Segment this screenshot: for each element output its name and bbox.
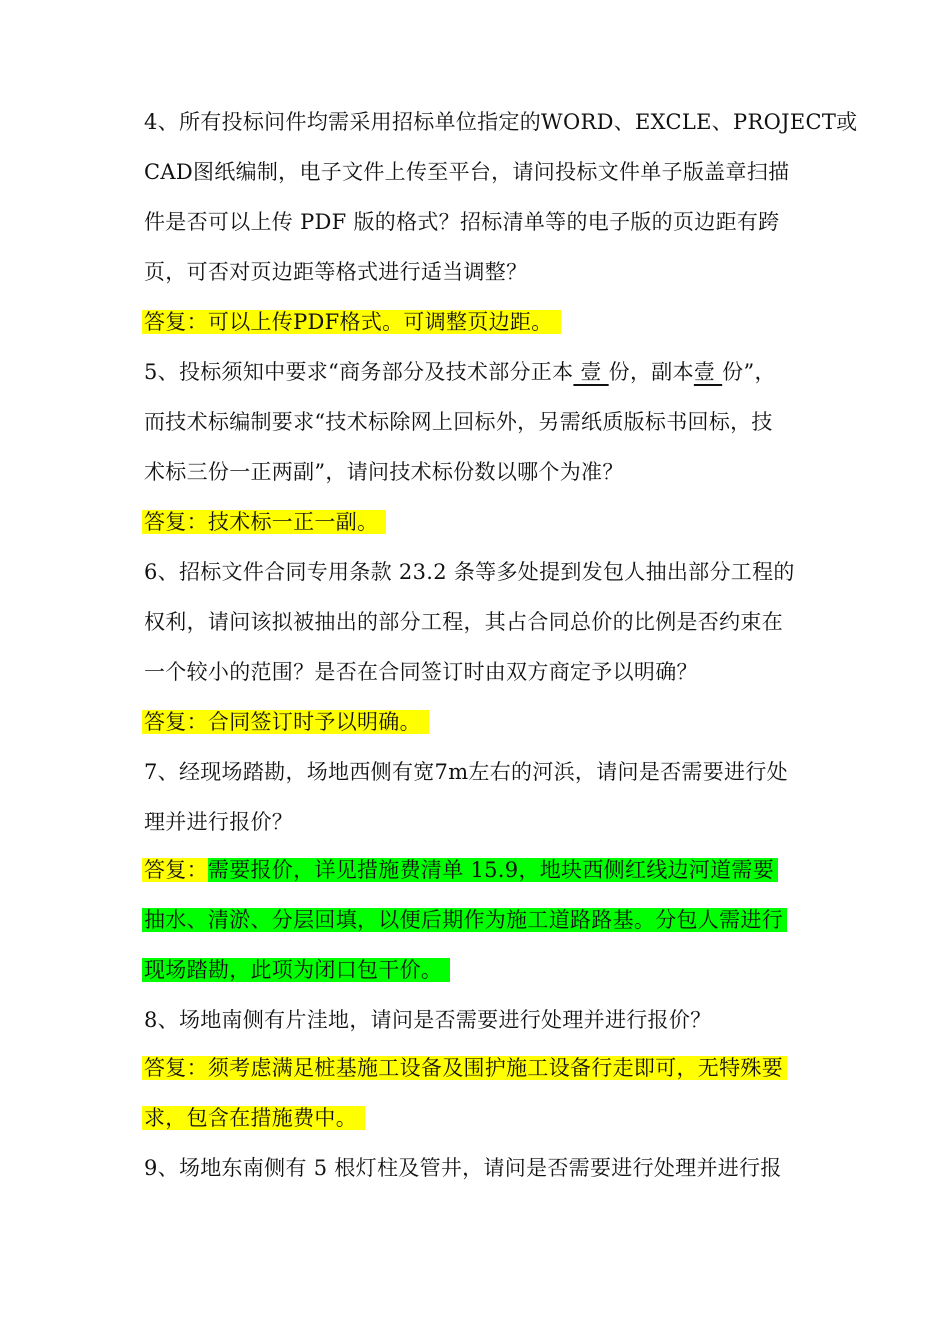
- q7-line-1: 7、经现场踏勘，场地西侧有宽7m左右的河浜，请问是否需要进行处: [144, 760, 788, 784]
- q5-line-1: [144, 347, 776, 397]
- q5-answer-text: 答复：技术标一正一副。: [142, 510, 386, 534]
- q6-line-2: 权利，请问该拟被抽出的部分工程，其占合同总价的比例是否约束在: [144, 610, 783, 634]
- q5-line-1-part-c: 份”，: [722, 360, 776, 384]
- q4-answer: [144, 297, 561, 347]
- q8-answer-line-1: [144, 1043, 787, 1093]
- q4-answer-text: 答复：可以上传PDF格式。可调整页边距。: [142, 310, 561, 334]
- q5-line-2: 而技术标编制要求“技术标除网上回标外，另需纸质版标书回标，技: [144, 410, 773, 434]
- q5-copy-count: 壹: [693, 360, 723, 384]
- q9-line-1: 9、场地东南侧有 5 根灯柱及管井，请问是否需要进行处理并进行报: [144, 1156, 782, 1180]
- q6-line-3: 一个较小的范围？是否在合同签订时由双方商定予以明确？: [144, 660, 698, 684]
- q7-answer-line-2: [144, 895, 787, 945]
- q4-line-2: CAD图纸编制，电子文件上传至平台，请问投标文件单子版盖章扫描: [144, 160, 790, 184]
- q8-answer-text-2: 求，包含在措施费中。: [142, 1106, 365, 1130]
- q4-line-3: 件是否可以上传 PDF 版的格式？招标清单等的电子版的页边距有跨: [144, 210, 780, 234]
- q4-line-1: 4、所有投标问件均需采用招标单位指定的WORD、EXCLE、PROJECT或: [144, 110, 858, 134]
- q5-line-1-part-a: 5、投标须知中要求“商务部分及技术部分正本: [144, 360, 574, 384]
- q5-answer: [144, 497, 386, 547]
- q5-original-count: 壹: [573, 360, 609, 384]
- q4-line-4: 页，可否对页边距等格式进行适当调整？: [144, 260, 528, 284]
- q5-line-3: 术标三份一正两副”，请问技术标份数以哪个为准？: [144, 460, 624, 484]
- q5-line-1-part-b: 份，副本: [608, 360, 694, 384]
- q7-answer-text-2: 抽水、清淤、分层回填，以便后期作为施工道路路基。分包人需进行: [142, 908, 787, 932]
- q6-answer-text: 答复：合同签订时予以明确。: [142, 710, 429, 734]
- q8-line-1: 8、场地南侧有片洼地，请问是否需要进行处理并进行报价？: [144, 1008, 712, 1032]
- q8-answer-text-1: 答复：须考虑满足桩基施工设备及围护施工设备行走即可，无特殊要: [142, 1056, 787, 1080]
- q6-line-1: 6、招标文件合同专用条款 23.2 条等多处提到发包人抽出部分工程的: [144, 560, 795, 584]
- q7-line-2: 理并进行报价？: [144, 810, 294, 834]
- q7-answer-text-1: 需要报价，详见措施费清单 15.9，地块西侧红线边河道需要: [208, 858, 778, 882]
- q7-answer-prefix: 答复：: [144, 858, 208, 882]
- q7-answer-line-3: [144, 945, 450, 995]
- q7-answer-text-3: 现场踏勘，此项为闭口包干价。: [142, 958, 450, 982]
- q7-answer-line-1: [144, 845, 778, 895]
- q8-answer-line-2: [144, 1093, 365, 1143]
- q6-answer: [144, 697, 429, 747]
